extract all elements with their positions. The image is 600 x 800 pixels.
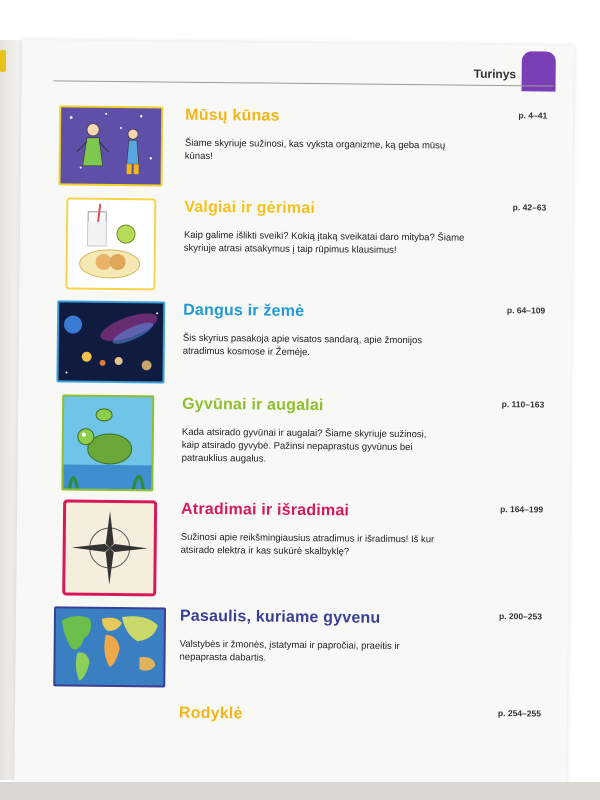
section-description: Kaip galime išlikti sveiki? Kokią įtaką sveikatai daro mityba? Šiame skyriuje atrasi atsakymus į taip rūpimus klausimus! [183,229,465,256]
section-animals-plants [55,394,546,495]
section-title[interactable]: Valgiai ir gėrimai [184,198,316,218]
turtle-illustration [61,394,154,491]
header-rule [54,80,554,86]
section-discoveries [54,499,545,604]
section-title[interactable]: Pasaulis, kuriame gyvenu [179,607,381,627]
space-illustration [56,300,165,383]
section-body [58,105,549,200]
body-illustration [58,105,163,186]
contents-page [14,40,574,788]
section-index [53,703,543,738]
section-description: Šis skyrius pasakoja apie visatos sandarą, apie žmonijos atradimus kosmose ir Žemėje. [182,332,423,359]
section-description: Šiame skyriuje sužinosi, kas vyksta organizme, ką geba mūsų kūnas! [184,137,446,163]
yellow-bookmark [0,50,6,72]
section-pages: p. 254–255 [497,708,542,719]
section-title[interactable]: Atradimai ir išradimai [181,500,350,520]
section-description: Valstybės ir žmonės, įstatymai ir papročiai, praeitis ir nepaprasta dabartis. [179,638,400,664]
section-description: Sužinosi apie reikšmingiausius atradimus ir išradimus! Iš kur atsirado elektra ir kas sukūrė skalbyklę? [180,531,435,558]
section-pages: p. 64–109 [506,305,546,316]
section-pages: p. 200–253 [498,611,543,622]
section-pages: p. 4–41 [518,110,548,121]
section-title[interactable]: Gyvūnai ir augalai [182,395,324,415]
section-title[interactable]: Mūsų kūnas [185,106,280,125]
compass-rose-illustration [62,499,157,596]
section-pages: p. 164–199 [500,504,544,515]
food-illustration [65,197,156,290]
book-bottom-edge [0,782,600,800]
world-map-illustration [53,606,166,687]
page-title: Turinys [473,66,517,82]
section-title[interactable]: Dangus ir žemė [183,301,305,320]
section-pages: p. 42–63 [512,202,547,213]
section-description: Kada atsirado gyvūnai ir augalai? Šiame skyriuje sužinosi, kaip atsirado gyvybė. Pažinsi nepaprastus gyvūnus bei patrauklius augalus. [181,426,427,465]
section-sky-earth [56,300,547,393]
section-world [53,606,544,701]
section-pages: p. 110–163 [501,399,545,410]
section-title[interactable]: Rodyklė [178,704,243,723]
section-food [57,197,548,298]
